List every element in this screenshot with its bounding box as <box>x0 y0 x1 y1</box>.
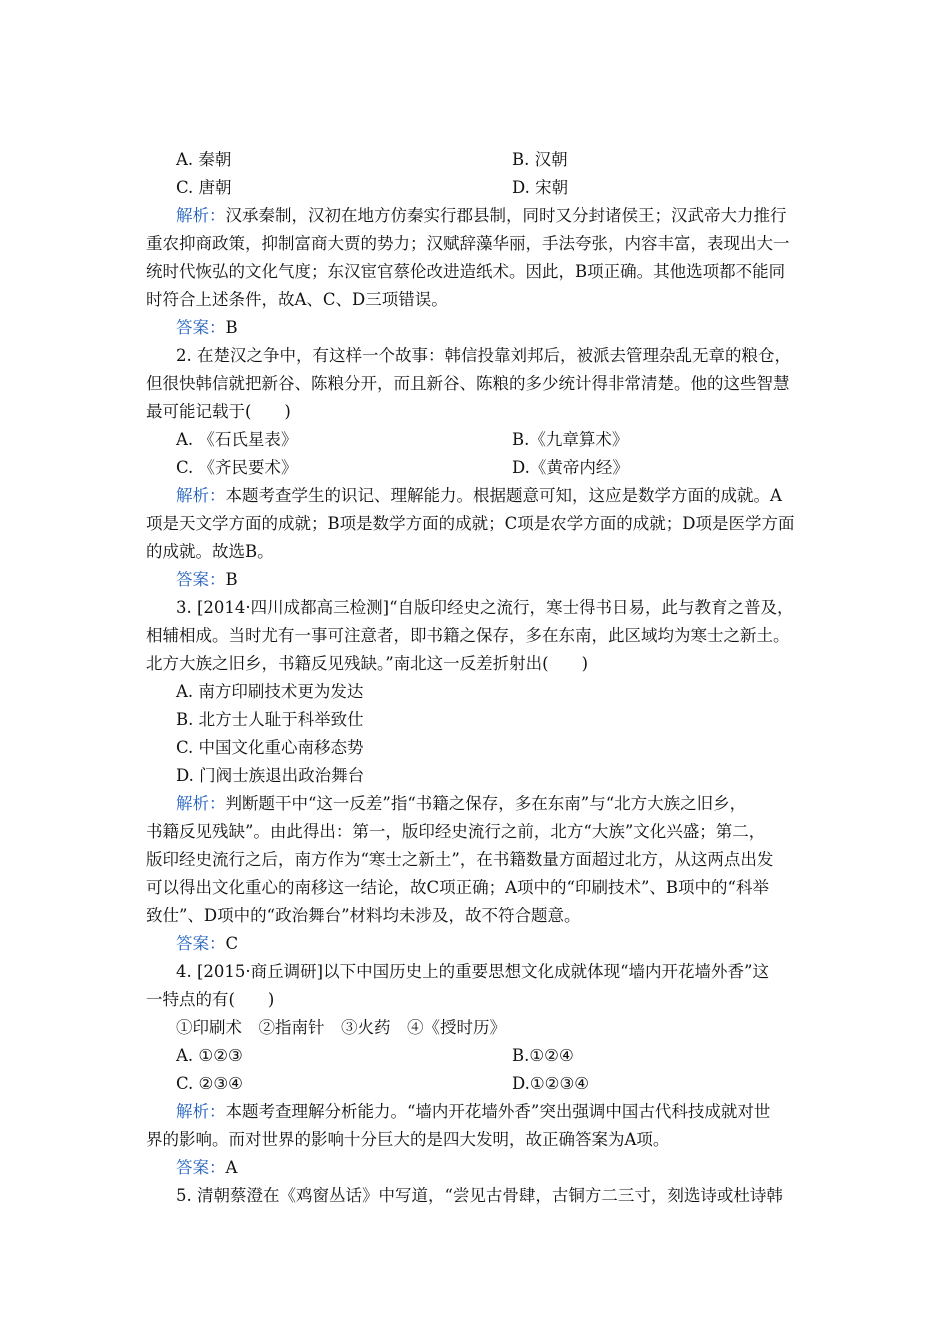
q4-option-a: A. ①②③ <box>176 1046 243 1065</box>
q1-option-c: C. 唐朝 <box>176 178 232 197</box>
q1-analysis-line: 解析：汉承秦制，汉初在地方仿秦实行郡县制，同时又分封诸侯王；汉武帝大力推行 <box>176 206 787 225</box>
analysis-label: 解析： <box>176 794 226 813</box>
q3-analysis-line: 可以得出文化重心的南移这一结论，故C项正确；A项中的“印刷技术”、B项中的“科举 <box>146 878 769 897</box>
q3-stem-line: 北方大族之旧乡，书籍反见残缺。”南北这一反差折射出( ) <box>146 654 589 673</box>
q4-option-c: C. ②③④ <box>176 1074 243 1093</box>
q3-analysis-line: 版印经史流行之后，南方作为“寒士之新土”，在书籍数量方面超过北方，从这两点出发 <box>146 850 774 869</box>
q1-analysis-line: 时符合上述条件，故A、C、D三项错误。 <box>146 290 448 309</box>
q1-option-a: A. 秦朝 <box>176 150 232 169</box>
q2-option-b: B.《九章算术》 <box>512 430 629 449</box>
q2-option-d: D.《黄帝内经》 <box>512 458 629 477</box>
q3-analysis-line: 书籍反见残缺”。由此得出：第一，版印经史流行之前，北方“大族”文化兴盛；第二， <box>146 822 766 841</box>
q3-stem-line: 相辅相成。当时尤有一事可注意者，即书籍之保存，多在东南，此区域均为寒士之新土。 <box>146 626 790 645</box>
q2-analysis-line: 项是天文学方面的成就；B项是数学方面的成就；C项是农学方面的成就；D项是医学方面 <box>146 514 795 533</box>
analysis-label: 解析： <box>176 1102 226 1121</box>
q3-answer: 答案：C <box>176 934 239 953</box>
q4-stem-line: 4. [2015·商丘调研]以下中国历史上的重要思想文化成就体现“墙内开花墙外香”这 <box>176 962 769 981</box>
q3-analysis-line: 致仕”、D项中的“政治舞台”材料均未涉及，故不符合题意。 <box>146 906 581 925</box>
q2-stem-line: 最可能记载于( ) <box>146 402 291 421</box>
q4-analysis-line: 界的影响。而对世界的影响十分巨大的是四大发明，故正确答案为A项。 <box>146 1130 670 1149</box>
q3-stem-line: 3. [2014·四川成都高三检测]“自版印经史之流行，寒士得书日易，此与教育之普及， <box>176 598 794 617</box>
q2-option-a: A. 《石氏星表》 <box>176 430 298 449</box>
q3-option-a: A. 南方印刷技术更为发达 <box>176 682 364 701</box>
q4-analysis-line: 解析：本题考查理解分析能力。“墙内开花墙外香”突出强调中国古代科技成就对世 <box>176 1102 771 1121</box>
q1-option-b: B. 汉朝 <box>512 150 568 169</box>
q1-answer: 答案：B <box>176 318 238 337</box>
q2-stem-line: 2. 在楚汉之争中，有这样一个故事：韩信投靠刘邦后，被派去管理杂乱无章的粮仓， <box>176 346 791 365</box>
q3-option-b: B. 北方士人耻于科举致仕 <box>176 710 364 729</box>
q1-option-d: D. 宋朝 <box>512 178 569 197</box>
answer-label: 答案： <box>176 934 226 953</box>
q4-option-d: D.①②③④ <box>512 1074 590 1093</box>
q5-stem-line: 5. 清朝蔡澄在《鸡窗丛话》中写道，“尝见古骨肆，古铜方二三寸，刻选诗或杜诗韩 <box>176 1186 783 1205</box>
answer-label: 答案： <box>176 318 226 337</box>
q2-analysis-line: 解析：本题考查学生的识记、理解能力。根据题意可知，这应是数学方面的成就。A <box>176 486 782 505</box>
q1-analysis-line: 重农抑商政策，抑制富商大贾的势力；汉赋辞藻华丽，手法夸张，内容丰富，表现出大一 <box>146 234 790 253</box>
q4-stem-line: 一特点的有( ) <box>146 990 275 1009</box>
q3-option-c: C. 中国文化重心南移态势 <box>176 738 364 757</box>
q2-analysis-line: 的成就。故选B。 <box>146 542 274 561</box>
q4-option-b: B.①②④ <box>512 1046 574 1065</box>
q3-option-d: D. 门阀士族退出政治舞台 <box>176 766 365 785</box>
analysis-label: 解析： <box>176 206 226 225</box>
answer-label: 答案： <box>176 570 226 589</box>
q2-stem-line: 但很快韩信就把新谷、陈粮分开，而且新谷、陈粮的多少统计得非常清楚。他的这些智慧 <box>146 374 790 393</box>
q2-option-c: C. 《齐民要术》 <box>176 458 298 477</box>
answer-label: 答案： <box>176 1158 226 1177</box>
q4-answer: 答案：A <box>176 1158 238 1177</box>
q1-analysis-line: 统时代恢弘的文化气度；东汉宦官蔡伦改进造纸术。因此，B项正确。其他选项都不能同 <box>146 262 786 281</box>
analysis-label: 解析： <box>176 486 226 505</box>
q4-items: ①印刷术 ②指南针 ③火药 ④《授时历》 <box>176 1018 506 1037</box>
q3-analysis-line: 解析：判断题干中“这一反差”指“书籍之保存，多在东南”与“北方大族之旧乡， <box>176 794 747 813</box>
q2-answer: 答案：B <box>176 570 238 589</box>
